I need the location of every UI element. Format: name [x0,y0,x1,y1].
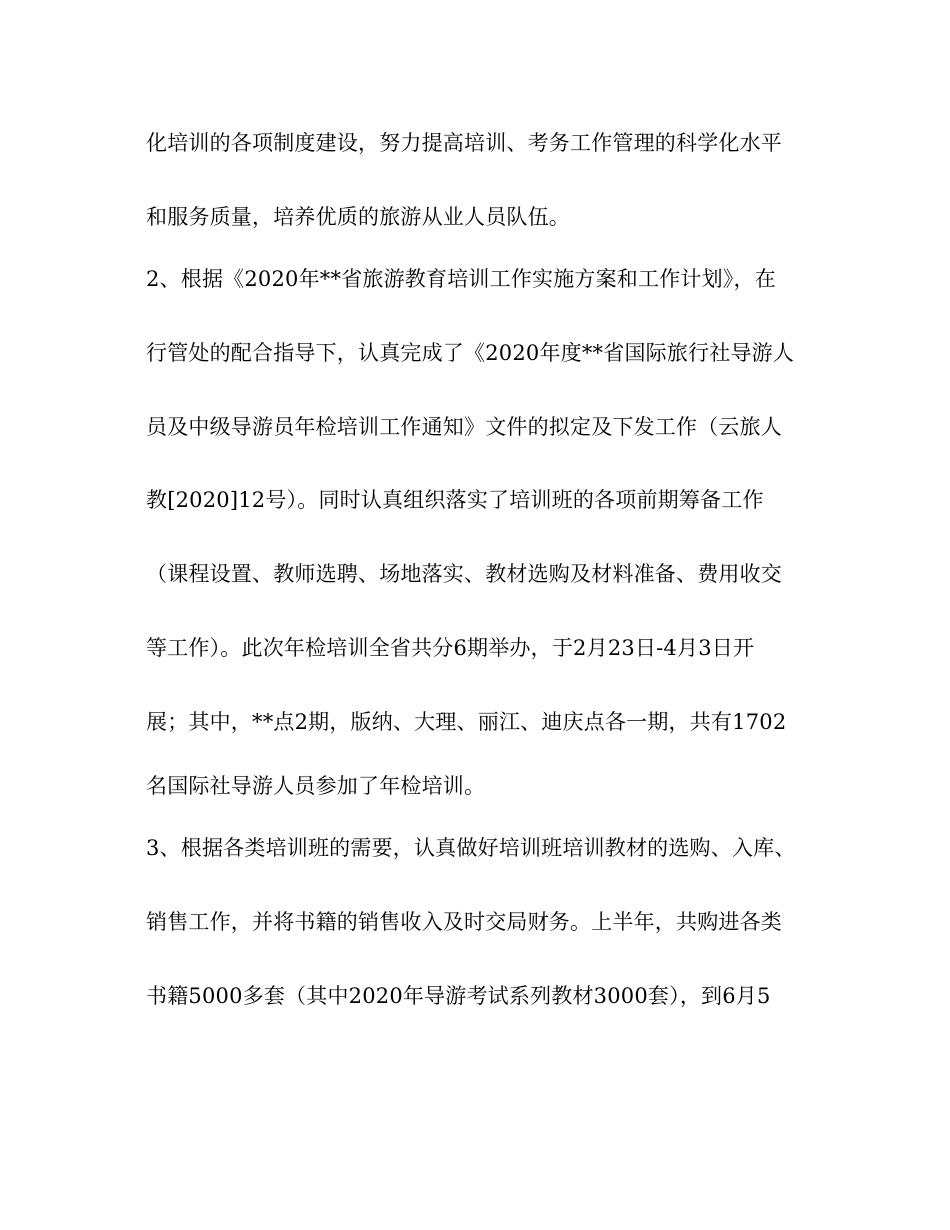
text-line: 教[2020]12号）。同时认真组织落实了培训班的各项前期筹备工作 [146,488,764,512]
text-line: 名国际社导游人员参加了年检培训。 [146,774,486,798]
text-line: 化培训的各项制度建设，努力提高培训、考务工作管理的科学化水平 [146,131,782,155]
text-line: 销售工作，并将书籍的销售收入及时交局财务。上半年，共购进各类 [146,910,782,934]
text-line: 书籍5000多套（其中2020年导游考试系列教材3000套），到6月5 [146,984,771,1008]
text-line: 3、根据各类培训班的需要，认真做好培训班培训教材的选购、入库、 [146,836,796,860]
text-line: 展；其中，**点2期，版纳、大理、丽江、迪庆点各一期，共有1702 [146,710,787,734]
text-line: 和服务质量，培养优质的旅游从业人员队伍。 [146,205,570,229]
text-line: 等工作）。此次年检培训全省共分6期举办，于2月23日-4月3日开 [146,636,755,660]
text-line: 2、根据《2020年**省旅游教育培训工作实施方案和工作计划》，在 [146,267,776,291]
text-line: 行管处的配合指导下，认真完成了《2020年度**省国际旅行社导游人 [146,341,795,365]
text-line: （课程设置、教师选聘、场地落实、教材选购及材料准备、费用收交 [146,562,782,586]
text-line: 员及中级导游员年检培训工作通知》文件的拟定及下发工作（云旅人 [146,415,782,439]
